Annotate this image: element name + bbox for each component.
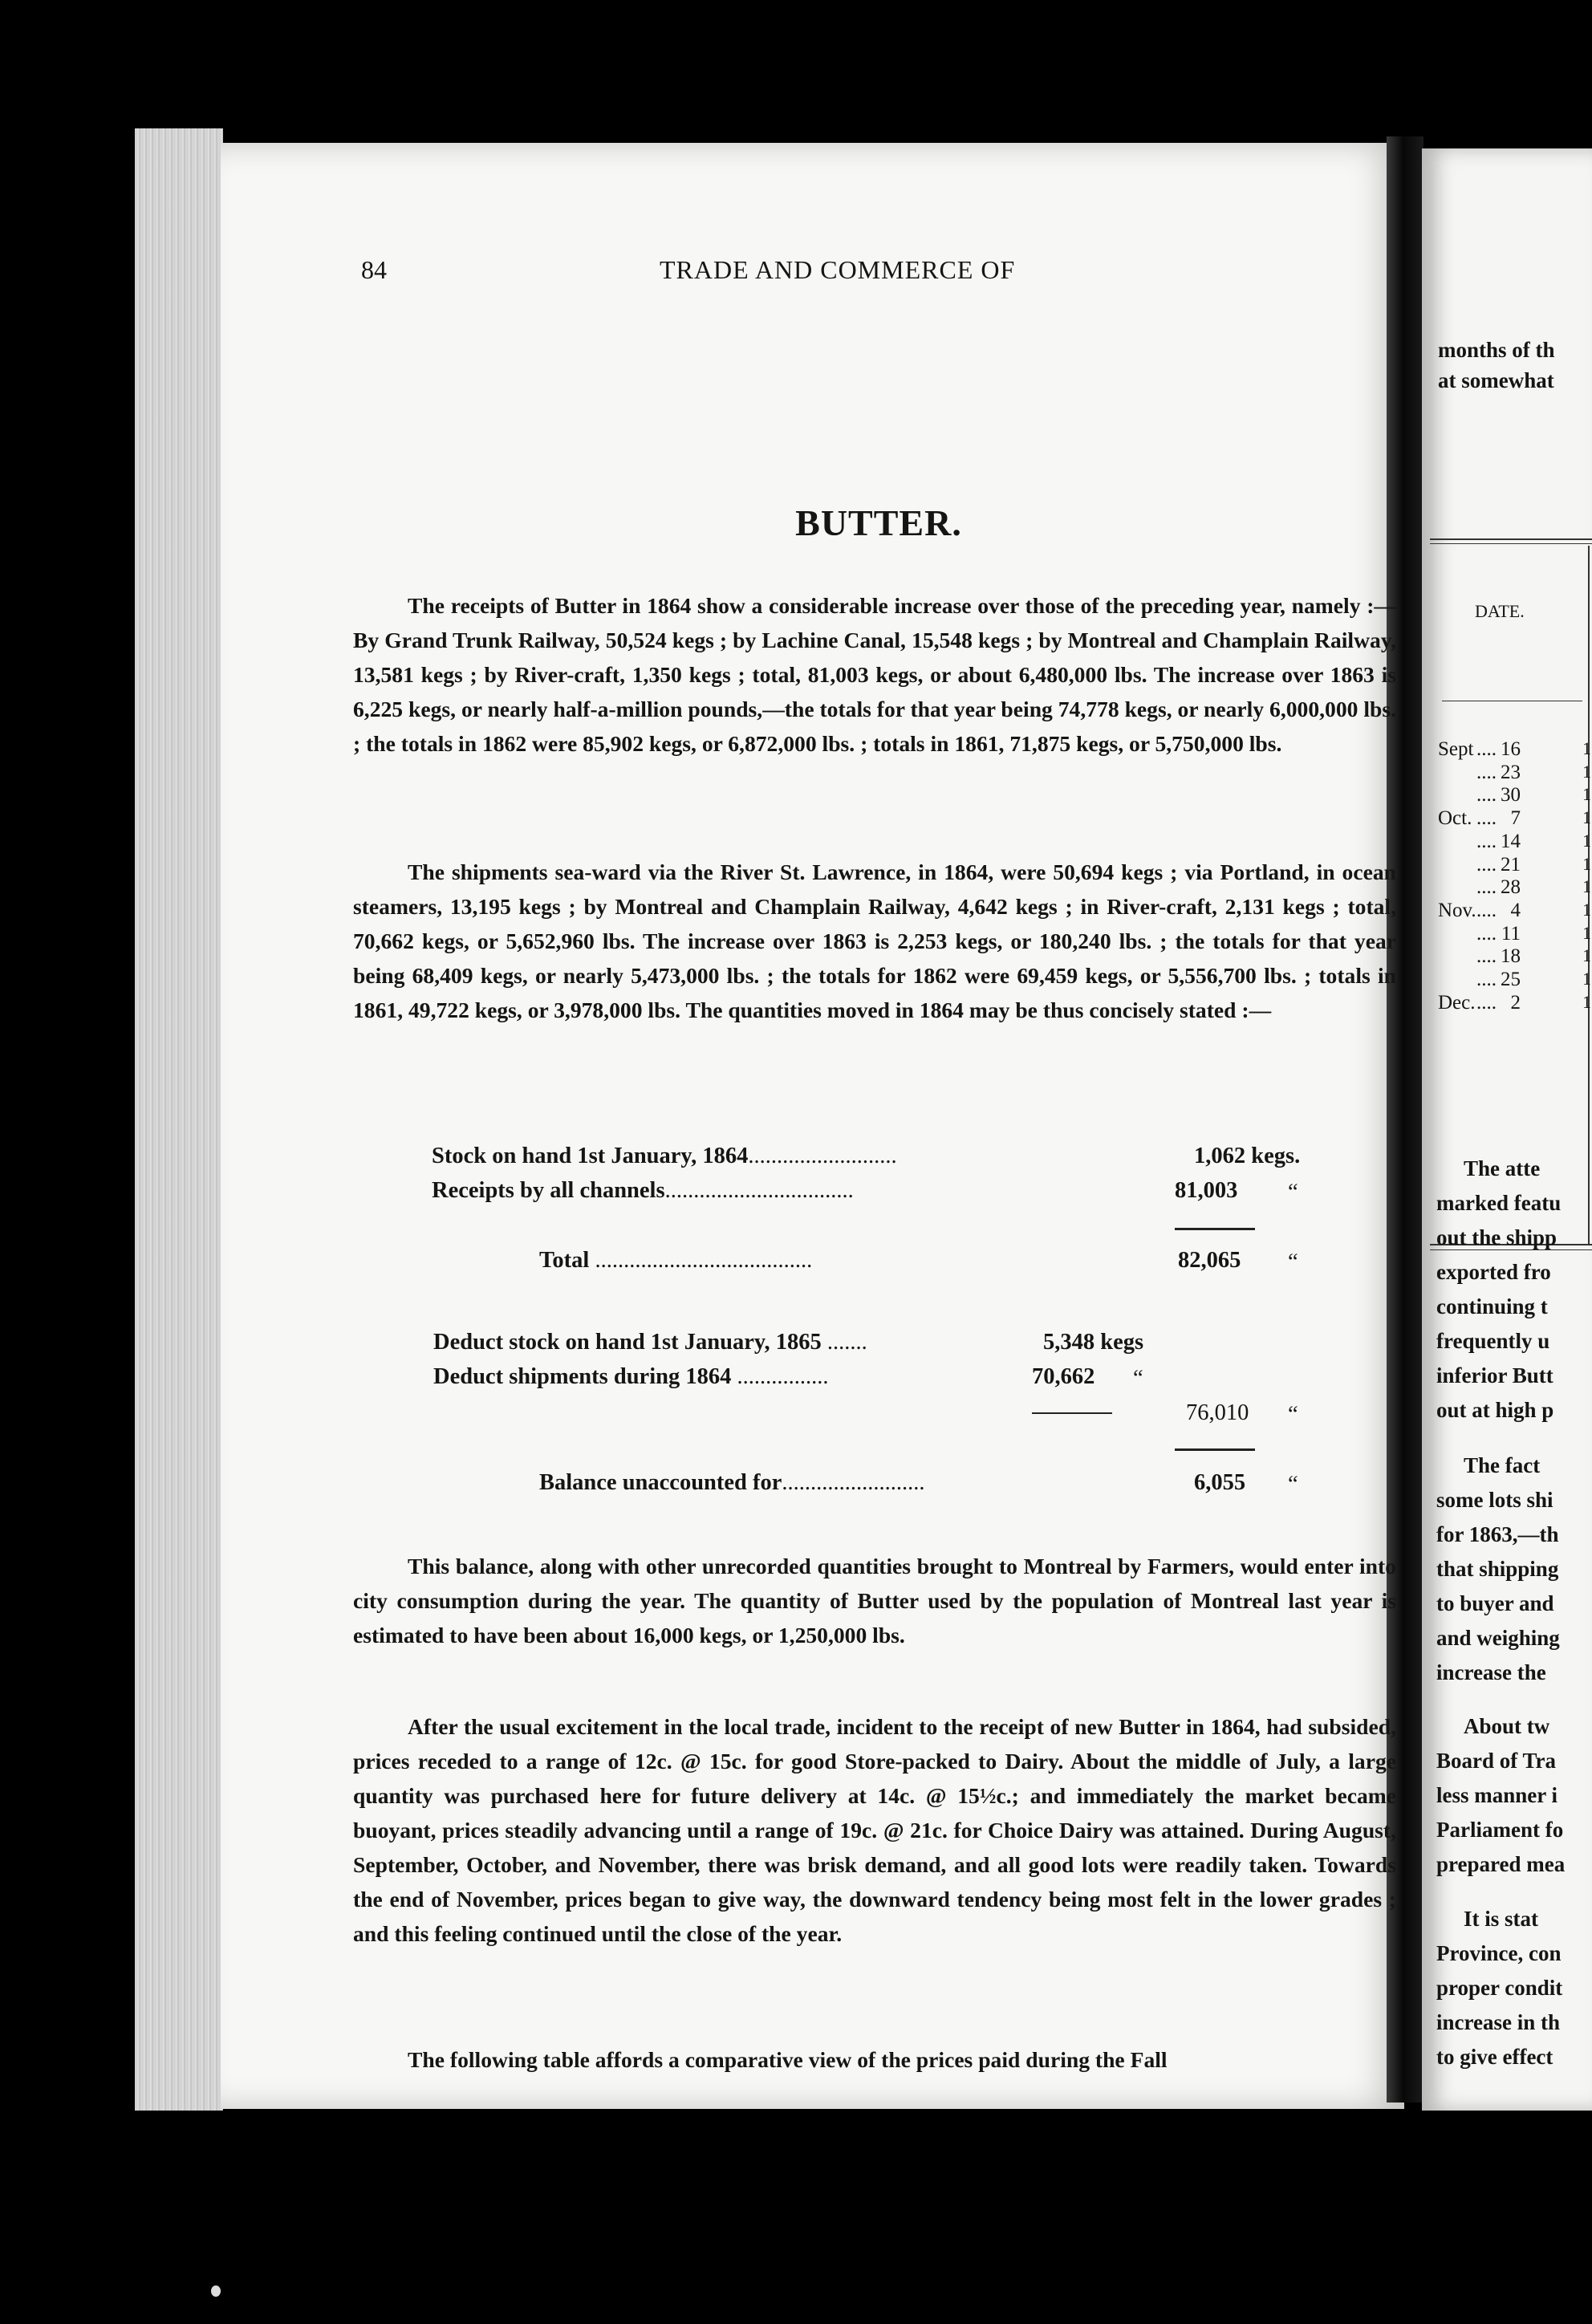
table-cell-fragment: 1 — [1582, 991, 1591, 1012]
section-title: BUTTER. — [795, 502, 962, 543]
dust-speck — [211, 2285, 221, 2297]
table-cell-fragment: 1 — [1582, 922, 1591, 943]
table-row — [1438, 854, 1521, 876]
table-cell-fragment: 1 — [1582, 784, 1591, 805]
table-cell-fragment: 1 — [1582, 738, 1591, 758]
right-page-line: exported fro — [1436, 1260, 1551, 1284]
ditto-mark: “ — [1288, 1402, 1298, 1427]
table-row — [1438, 738, 1521, 761]
right-page-line: and weighing — [1436, 1626, 1560, 1650]
running-head — [361, 255, 1388, 287]
right-page-line: that shipping — [1436, 1557, 1559, 1581]
deduct-stock-row: Deduct stock on hand 1st January, 1865 ....... — [433, 1330, 867, 1355]
right-page-line: increase the — [1436, 1660, 1546, 1684]
right-page-line: out the shipp — [1436, 1225, 1557, 1249]
ditto-mark: “ — [1288, 1249, 1298, 1274]
stock-value: 1,062 kegs. — [1194, 1144, 1301, 1168]
table-leader: .... — [1476, 969, 1497, 990]
table-cell-fragment: 1 — [1582, 899, 1591, 920]
table-leader: .... — [1476, 922, 1497, 945]
right-page-line: It is stat — [1464, 1907, 1538, 1931]
table-row — [1438, 807, 1521, 830]
table-day: 21 — [1501, 853, 1521, 876]
balance-rule — [1175, 1448, 1255, 1451]
right-page-line: increase in th — [1436, 2010, 1560, 2034]
table-day: 11 — [1501, 922, 1521, 945]
table-day: 16 — [1501, 738, 1521, 760]
ditto-mark: “ — [1288, 1180, 1298, 1205]
table-day: 25 — [1501, 969, 1521, 990]
paragraph-receipts: The receipts of Butter in 1864 show a considerable increase over those of the preceding year, namely :—By Grand Trunk Railway, 50,524 kegs ; by Lachine Canal, 15,548 kegs ; by Montreal and Champlain Railway, 13,581 kegs ; by River-craft, 1,350 kegs ; total, 81,003 kegs, or about 6,480,000 lbs. The increase over 1863 is 6,225 kegs, or nearly half-a-million pounds,—the totals for that year being 74,778 kegs, or nearly 6,000,000 lbs. ; the totals in 1862 were 85,902 kegs, or 6,872,000 lbs. ; totals in 1861, 71,875 kegs, or 5,750,000 lbs. — [353, 593, 1396, 756]
ditto-mark: “ — [1288, 1472, 1298, 1497]
right-page-line: inferior Butt — [1436, 1363, 1553, 1387]
paragraph-shipments: The shipments sea-ward via the River St. Lawrence, in 1864, were 50,694 kegs ; via Portland, in ocean steamers, 13,195 kegs ; by Montreal and Champlain Railway, 4,642 kegs ; in River-craft, 2,131 kegs ; total, 70,662 kegs, or 5,652,960 lbs. The increase over 1863 is 2,253 kegs, or 180,240 lbs. ; the totals for that year being 68,409 kegs, or nearly 5,473,000 lbs. ; the totals for 1862 were 69,459 kegs, or 5,556,700 lbs. ; totals in 1861, 49,722 kegs, or 3,978,000 lbs. The quantities moved in 1864 may be thus concisely stated :— — [353, 859, 1396, 1022]
right-page-line: marked featu — [1436, 1191, 1562, 1215]
paragraph-table-intro: The following table affords a comparative view of the prices paid during the Fall — [408, 2047, 1168, 2072]
sum-rule — [1175, 1228, 1255, 1230]
table-cell-fragment: 1 — [1582, 807, 1591, 828]
table-leader: .... — [1476, 853, 1497, 876]
stock-label: Stock on hand 1st January, 1864 — [432, 1144, 749, 1168]
table-row — [1438, 969, 1521, 991]
table-day: 14 — [1501, 830, 1521, 852]
table-cell-fragment: 1 — [1582, 876, 1591, 897]
table-day: 28 — [1501, 876, 1521, 899]
deduct-shipments-row: Deduct shipments during 1864 ................ — [433, 1364, 829, 1389]
table-cell-fragment: 1 — [1582, 761, 1591, 782]
table-month: Oct. — [1438, 807, 1472, 830]
table-row — [1438, 900, 1521, 922]
total-value: 82,065 — [1178, 1248, 1241, 1273]
table-leader: .... — [1476, 991, 1497, 1014]
right-page-line: prepared mea — [1436, 1852, 1566, 1876]
receipts-row: Receipts by all channels................................. — [432, 1178, 854, 1203]
table-day: 23 — [1501, 761, 1521, 783]
right-page-line: proper condit — [1436, 1976, 1563, 2000]
receipts-value: 81,003 — [1175, 1178, 1238, 1203]
total-label: Total — [539, 1248, 590, 1273]
table-leader: .... — [1476, 876, 1497, 899]
table-cell-fragment: 1 — [1582, 969, 1591, 989]
deduct-shipments-label: Deduct shipments during 1864 — [433, 1364, 732, 1389]
table-leader: .... — [1476, 784, 1497, 806]
right-page-line: less manner i — [1436, 1783, 1558, 1807]
deduct-stock-label: Deduct stock on hand 1st January, 1865 — [433, 1330, 822, 1355]
table-day: 4 — [1510, 899, 1521, 921]
table-month: Nov. — [1438, 899, 1476, 921]
running-title: TRADE AND COMMERCE OF — [660, 255, 1016, 284]
table-row — [1438, 923, 1521, 945]
page-edges — [135, 128, 223, 2111]
right-page-line: About tw — [1464, 1714, 1550, 1738]
ditto-mark: “ — [1133, 1366, 1143, 1391]
table-leader: .... — [1476, 830, 1497, 852]
table-cell-fragment: 1 — [1582, 945, 1591, 966]
table-leader: .... — [1476, 761, 1497, 783]
table-row — [1438, 992, 1521, 1014]
deduct-total-value: 76,010 — [1186, 1400, 1249, 1425]
right-page-line: at somewhat — [1438, 368, 1554, 392]
right-page-line: continuing t — [1436, 1294, 1548, 1318]
right-page-line: to give effect — [1436, 2045, 1553, 2069]
right-page-line: Parliament fo — [1436, 1818, 1564, 1842]
right-page-line: some lots shi — [1436, 1488, 1553, 1512]
table-month: Dec. — [1438, 991, 1476, 1014]
table-row — [1438, 762, 1521, 784]
deduct-shipments-value: 70,662 — [1032, 1364, 1095, 1389]
right-page-line: months of th — [1438, 338, 1555, 362]
balance-label: Balance unaccounted for — [539, 1470, 782, 1495]
balance-row: Balance unaccounted for......................... — [539, 1470, 925, 1495]
table-leader: .... — [1476, 899, 1497, 921]
table-row — [1438, 945, 1521, 968]
table-row — [1438, 784, 1521, 806]
right-page-line: frequently u — [1436, 1329, 1550, 1353]
table-month: Sept — [1438, 738, 1474, 760]
table-day: 7 — [1510, 807, 1521, 830]
paragraph-balance: This balance, along with other unrecorded quantities brought to Montreal by Farmers, would enter into city consumption during the year. The quantity of Butter used by the population of Montreal last year is estimated to have been about 16,000 kegs, or 1,250,000 lbs. — [353, 1554, 1396, 1648]
right-page-line: The atte — [1464, 1156, 1541, 1180]
table-leader: .... — [1476, 738, 1497, 760]
right-page — [1422, 148, 1592, 2111]
page-number: 84 — [361, 255, 387, 284]
table-leader: .... — [1476, 945, 1497, 968]
table-leader: .... — [1476, 807, 1497, 830]
table-day: 18 — [1501, 945, 1521, 968]
table-top-rule — [1430, 543, 1592, 544]
total-row: Total ...................................... — [539, 1248, 813, 1273]
right-page-line: Province, con — [1436, 1941, 1562, 1965]
table-row — [1438, 876, 1521, 899]
deduct-stock-value: 5,348 kegs — [1043, 1330, 1144, 1355]
balance-value: 6,055 — [1194, 1470, 1246, 1495]
table-row — [1438, 831, 1521, 853]
table-cell-fragment: 1 — [1582, 853, 1591, 874]
table-top-rule — [1430, 538, 1592, 540]
stock-row: Stock on hand 1st January, 1864.......................... — [432, 1144, 897, 1168]
table-day: 2 — [1510, 991, 1521, 1014]
right-page-line: to buyer and — [1436, 1591, 1554, 1615]
table-cell-fragment: 1 — [1582, 830, 1591, 851]
paragraph-prices: After the usual excitement in the local trade, incident to the receipt of new Butter in 1864, had subsided, prices receded to a range of 12c. @ 15c. for good Store-packed to Dairy. About the middle of July, a large quantity was purchased here for future delivery at 14c. @ 15½c.; and immediately the market became buoyant, prices steadily advancing until a range of 19c. @ 21c. for Choice Dairy was attained. During August, September, October, and November, there was brisk demand, and all good lots were readily taken. Towards the end of November, prices began to give way, the downward tendency being most felt in the lower grades ; and this feeling continued until the close of the year. — [353, 1714, 1396, 1946]
right-page-line: Board of Tra — [1436, 1749, 1557, 1773]
right-page-line: The fact — [1464, 1453, 1541, 1477]
right-page-line: out at high p — [1436, 1398, 1554, 1422]
table-day: 30 — [1501, 784, 1521, 806]
table-header-date: DATE. — [1475, 601, 1525, 621]
receipts-label: Receipts by all channels — [432, 1178, 665, 1203]
deduct-rule — [1032, 1412, 1112, 1414]
right-page-line: for 1863,—th — [1436, 1522, 1559, 1546]
